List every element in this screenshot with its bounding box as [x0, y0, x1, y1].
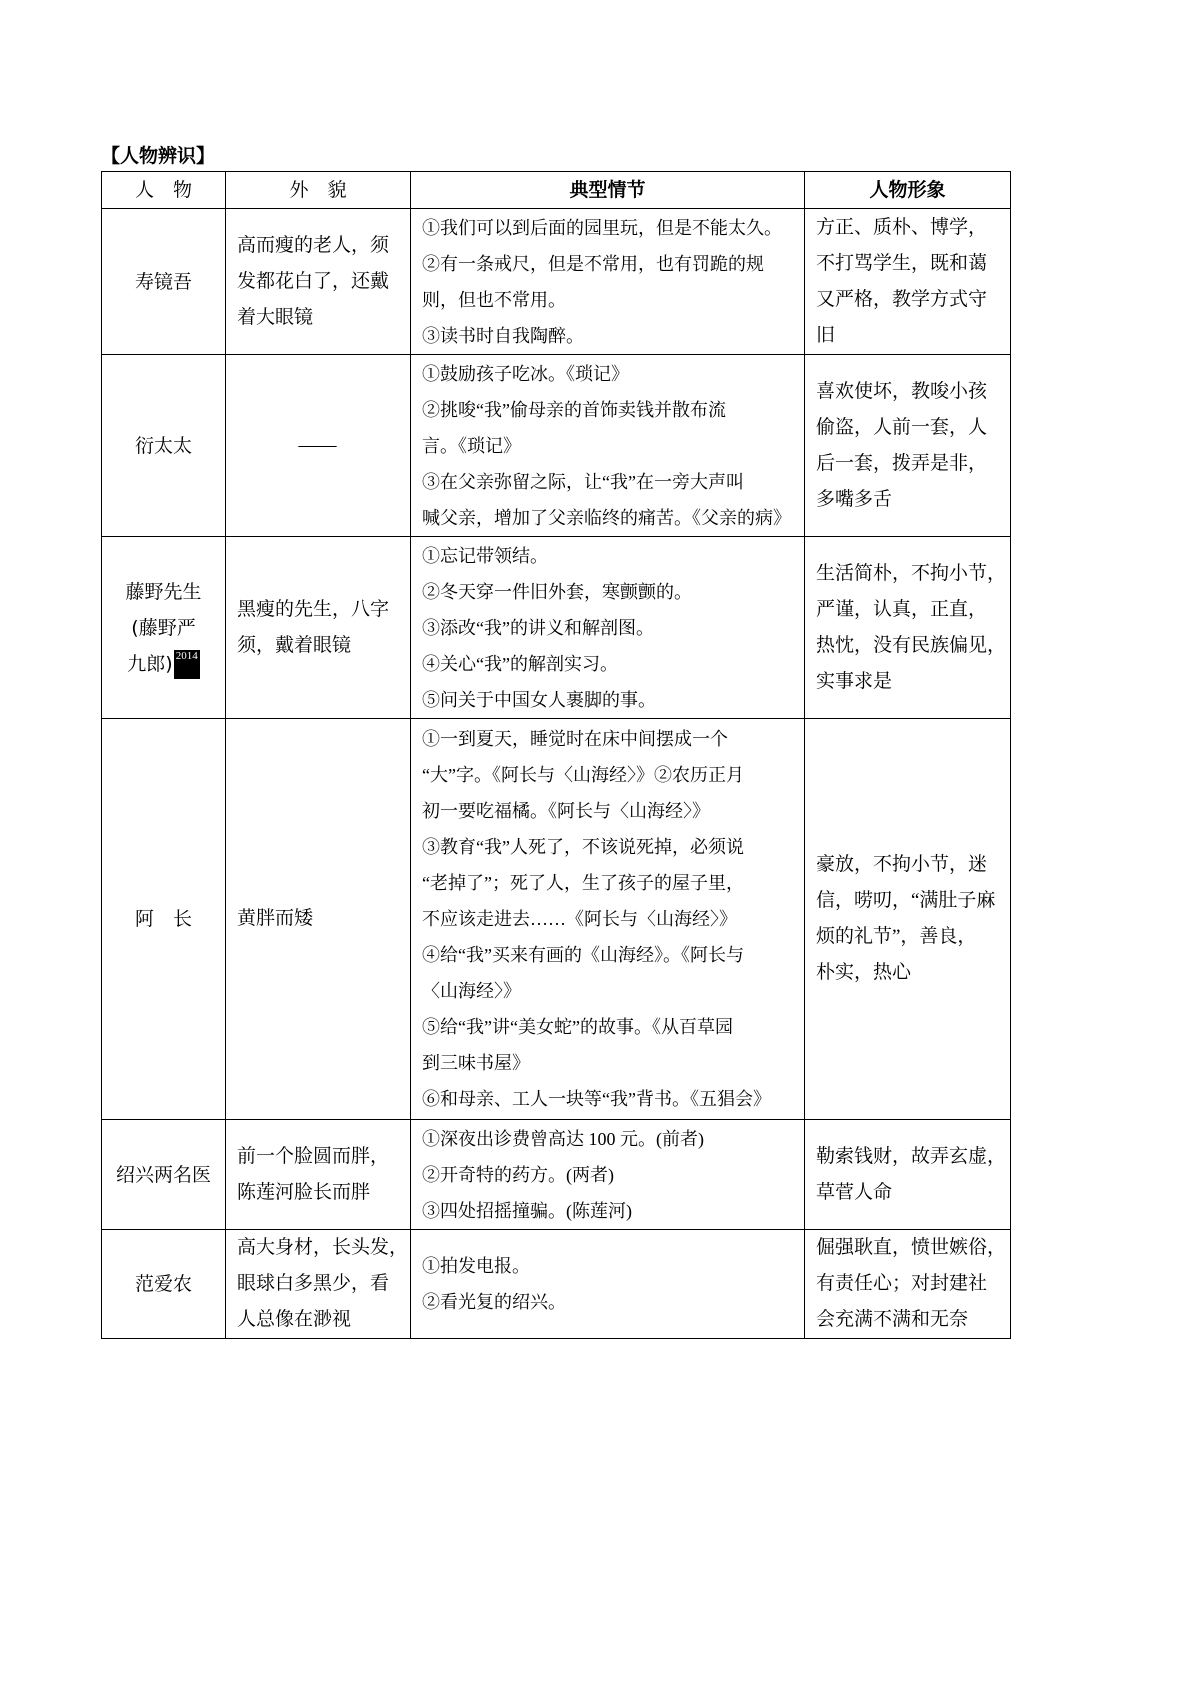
character-name: 范爱农: [134, 1273, 192, 1295]
character-name: (藤野严: [131, 616, 196, 639]
image-cell: [805, 537, 1011, 719]
image-line: 又严格，教学方式守: [816, 288, 988, 310]
appearance-line: 前一个脸圆而胖，: [237, 1145, 390, 1167]
appearance-line: 人总像在渺视: [237, 1309, 352, 1330]
plot-cell: [411, 209, 805, 355]
image-line: 方正、质朴、博学，: [816, 216, 988, 238]
year-tag: 2014: [174, 650, 200, 679]
image-line: 草菅人命: [816, 1181, 893, 1203]
table-row: [102, 537, 1011, 719]
header-character: 人 物: [102, 172, 226, 209]
appearance-cell: [226, 209, 411, 355]
character-name-cell: [102, 1120, 226, 1230]
character-name: 藤野先生: [125, 580, 202, 603]
image-line: 朴实，热心: [816, 962, 912, 983]
image-line: 倔强耿直，愤世嫉俗，: [816, 1237, 1007, 1258]
image-cell: [805, 719, 1011, 1120]
image-line: 勒索钱财，故弄玄虚，: [816, 1145, 1007, 1167]
header-image: 人物形象: [805, 172, 1011, 209]
plot-line: ③四处招摇撞骗。(陈莲河): [422, 1200, 632, 1221]
plot-line: ①我们可以到后面的园里玩，但是不能太久。: [422, 217, 782, 238]
plot-line: ②挑唆“我”偷母亲的首饰卖钱并散布流: [422, 399, 726, 420]
plot-line: ①一到夏天，睡觉时在床中间摆成一个: [422, 729, 728, 749]
table-header-row: [102, 172, 1011, 209]
image-line: 实事求是: [816, 670, 893, 692]
character-name: 绍兴两名医: [115, 1163, 211, 1186]
plot-line: ③教育“我”人死了，不该说死掉，必须说: [422, 837, 744, 857]
image-line: 会充满不满和无奈: [816, 1309, 969, 1330]
plot-line: 言。《琐记》: [422, 435, 521, 456]
character-name-cell: [102, 719, 226, 1120]
plot-line: 不应该走进去……《阿长与〈山海经〉》: [422, 909, 737, 929]
plot-cell: [411, 1230, 805, 1339]
image-line: 热忱，没有民族偏见，: [816, 634, 1007, 656]
plot-line: ①忘记带领结。: [422, 545, 548, 566]
plot-line: ⑥和母亲、工人一块等“我”背书。《五猖会》: [422, 1089, 771, 1109]
plot-line: ②有一条戒尺，但是不常用，也有罚跪的规: [422, 253, 764, 274]
plot-line: 〈山海经〉》: [422, 981, 521, 1001]
plot-cell: [411, 537, 805, 719]
appearance-line: 陈莲河脸长而胖: [237, 1181, 371, 1203]
image-line: 偷盗，人前一套，人: [816, 416, 988, 438]
table-row: [102, 209, 1011, 355]
plot-cell: [411, 719, 805, 1120]
image-cell: [805, 355, 1011, 537]
appearance-cell: [226, 1230, 411, 1339]
image-line: 后一套，拨弄是非，: [816, 452, 988, 474]
appearance-cell: [226, 719, 411, 1120]
plot-line: 到三味书屋》: [422, 1053, 530, 1073]
plot-line: ③添改“我”的讲义和解剖图。: [422, 617, 654, 638]
table-row: [102, 1120, 1011, 1230]
image-line: 信，唠叨，“满肚子麻: [816, 890, 996, 911]
image-cell: [805, 209, 1011, 355]
image-cell: [805, 1230, 1011, 1339]
appearance-cell: [226, 1120, 411, 1230]
character-name-cell: [102, 209, 226, 355]
plot-line: ①鼓励孩子吃冰。《琐记》: [422, 363, 629, 384]
character-name: 阿 长: [134, 908, 192, 930]
table-row: [102, 719, 1011, 1120]
character-name: 九郎): [127, 652, 173, 675]
table-row: [102, 1230, 1011, 1339]
plot-line: ①深夜出诊费曾高达 100 元。(前者): [422, 1128, 704, 1149]
image-line: 烦的礼节”，善良，: [816, 926, 977, 947]
appearance-line: 发都花白了，还戴: [237, 270, 390, 292]
plot-line: ④给“我”买来有画的《山海经》。《阿长与: [422, 945, 744, 965]
image-line: 有责任心；对封建社: [816, 1273, 988, 1294]
appearance-cell: [226, 355, 411, 537]
plot-line: “老掉了”；死了人，生了孩子的屋子里，: [422, 873, 744, 893]
appearance-line: ——: [298, 434, 337, 456]
character-name-cell: [102, 1230, 226, 1339]
plot-line: 喊父亲，增加了父亲临终的痛苦。《父亲的病》: [422, 507, 791, 528]
image-line: 多嘴多舌: [816, 488, 893, 510]
image-line: 豪放，不拘小节，迷: [816, 854, 988, 875]
appearance-line: 黄胖而矮: [237, 908, 314, 929]
image-line: 生活简朴，不拘小节，: [816, 562, 1007, 584]
plot-cell: [411, 355, 805, 537]
plot-line: 则，但也不常用。: [422, 289, 566, 310]
plot-line: ②看光复的绍兴。: [422, 1292, 566, 1312]
appearance-line: 眼球白多黑少，看: [237, 1273, 390, 1294]
plot-line: ⑤问关于中国女人裹脚的事。: [422, 689, 656, 710]
image-line: 严谨，认真，正直，: [816, 598, 988, 620]
character-name: 衍太太: [134, 434, 192, 457]
appearance-cell: [226, 537, 411, 719]
plot-line: ⑤给“我”讲“美女蛇”的故事。《从百草园: [422, 1017, 733, 1037]
plot-line: ②冬天穿一件旧外套，寒颤颤的。: [422, 581, 692, 602]
appearance-line: 高大身材，长头发，: [237, 1237, 409, 1258]
plot-line: ①拍发电报。: [422, 1256, 530, 1276]
plot-line: ②开奇特的药方。(两者): [422, 1164, 614, 1185]
table-row: [102, 355, 1011, 537]
plot-line: ③在父亲弥留之际，让“我”在一旁大声叫: [422, 471, 744, 492]
image-line: 不打骂学生，既和蔼: [816, 252, 988, 274]
header-appearance: 外 貌: [226, 172, 411, 209]
plot-line: “大”字。《阿长与〈山海经〉》②农历正月: [422, 765, 744, 785]
character-name-cell: [102, 537, 226, 719]
plot-line: ③读书时自我陶醉。: [422, 325, 584, 346]
character-name-line: [102, 646, 225, 682]
section-title: 【人物辨识】: [101, 145, 216, 167]
plot-line: 初一要吃福橘。《阿长与〈山海经〉》: [422, 801, 710, 821]
character-name-cell: [102, 355, 226, 537]
image-cell: [805, 1120, 1011, 1230]
appearance-line: 须，戴着眼镜: [237, 634, 352, 656]
header-plot: 典型情节: [411, 172, 805, 209]
appearance-line: 着大眼镜: [237, 306, 314, 328]
appearance-line: 高而瘦的老人，须: [237, 234, 390, 256]
plot-line: ④关心“我”的解剖实习。: [422, 653, 618, 674]
image-line: 喜欢使坏，教唆小孩: [816, 380, 988, 402]
appearance-line: 黑瘦的先生，八字: [237, 598, 390, 620]
plot-cell: [411, 1120, 805, 1230]
character-name: 寿镜吾: [134, 270, 192, 293]
character-table: [101, 171, 1011, 1339]
image-line: 旧: [816, 324, 836, 346]
